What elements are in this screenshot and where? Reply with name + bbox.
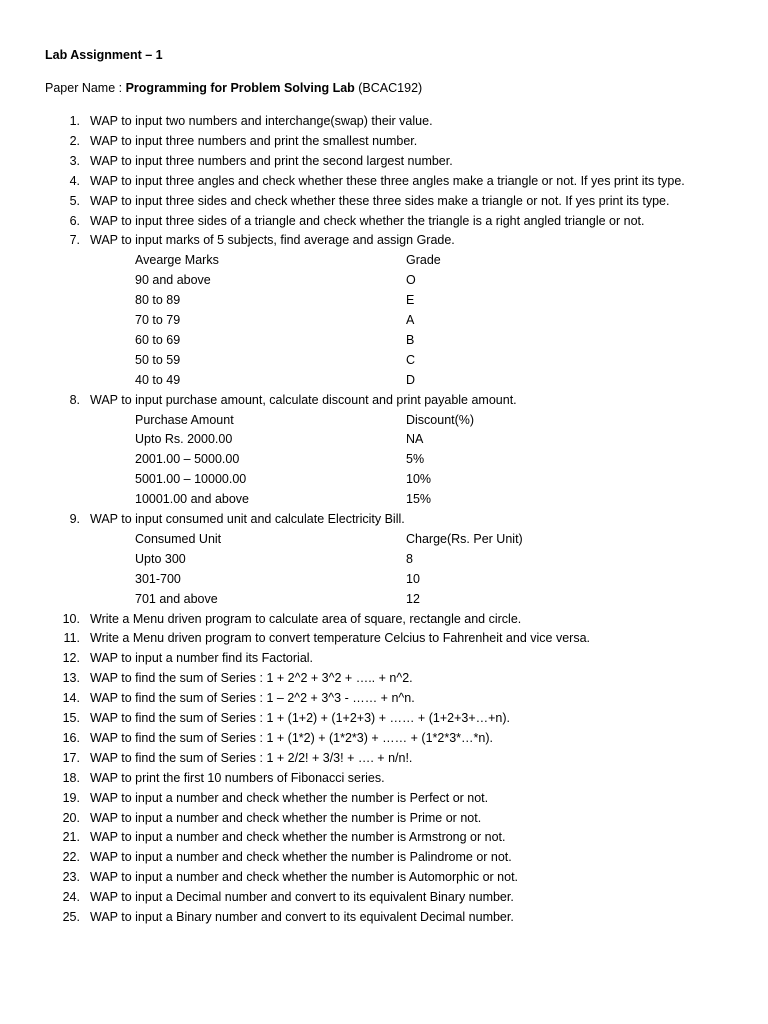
list-item-number: 8.	[69, 392, 80, 407]
table-cell: 90 and above	[135, 273, 211, 288]
list-item-text: WAP to input a Decimal number and convert to its equivalent Binary number.	[90, 890, 514, 905]
list-item-text: WAP to find the sum of Series : 1 + 2/2! + 3/3! + …. + n/n!.	[90, 750, 413, 765]
list-item-number: 14.	[62, 691, 80, 706]
list-item-number: 7.	[69, 233, 80, 248]
paper-name: Programming for Problem Solving Lab	[125, 81, 355, 95]
list-item-text: WAP to print the first 10 numbers of Fibonacci series.	[90, 770, 385, 785]
paper-name-line	[45, 81, 422, 95]
list-item-text: WAP to input three sides and check whether these three sides make a triangle or not. If yes print its type.	[90, 193, 670, 208]
list-item-text: Write a Menu driven program to calculate area of square, rectangle and circle.	[90, 611, 522, 626]
list-item-text: WAP to input a number and check whether the number is Perfect or not.	[90, 790, 489, 805]
table-cell: 10001.00 and above	[135, 492, 249, 507]
list-item-text: WAP to input a number and check whether the number is Automorphic or not.	[90, 870, 519, 885]
table-cell: 10%	[406, 472, 432, 487]
list-item-number: 3.	[69, 153, 80, 168]
table-cell: 15%	[406, 492, 432, 507]
list-item-text: WAP to find the sum of Series : 1 – 2^2 + 3^3 - …… + n^n.	[90, 691, 415, 706]
list-item-text: WAP to input three numbers and print the smallest number.	[90, 133, 418, 148]
table-header-cell: Avearge Marks	[135, 253, 219, 268]
table-header-cell: Purchase Amount	[135, 412, 234, 427]
list-item-number: 23.	[62, 870, 80, 885]
list-item-number: 19.	[62, 790, 80, 805]
table-cell: 2001.00 – 5000.00	[135, 452, 240, 467]
list-item-text: WAP to input a number and check whether the number is Prime or not.	[90, 810, 482, 825]
list-item-text: WAP to input purchase amount, calculate discount and print payable amount.	[90, 392, 517, 407]
paper-label: Paper Name :	[45, 81, 126, 95]
list-item-number: 18.	[62, 770, 80, 785]
list-item-number: 9.	[69, 512, 80, 526]
list-item-number: 17.	[62, 750, 80, 765]
table-cell: 8	[406, 551, 413, 566]
table-cell: O	[406, 273, 416, 288]
table-cell: 10	[406, 571, 420, 586]
list-item-number: 2.	[69, 133, 80, 148]
list-item-text: WAP to input a number find its Factorial.	[90, 651, 314, 666]
list-item-number: 21.	[62, 830, 80, 845]
list-item-number: 20.	[62, 810, 80, 825]
list-item-number: 11.	[63, 631, 80, 646]
list-item-text: WAP to input three sides of a triangle and check whether the triangle is a right angled triangle or not.	[90, 213, 645, 228]
list-item-number: 13.	[62, 671, 80, 686]
list-item-text: WAP to input two numbers and interchange(swap) their value.	[90, 114, 433, 128]
table-cell: 301-700	[135, 571, 181, 586]
list-item-text: WAP to find the sum of Series : 1 + (1*2) + (1*2*3) + …… + (1*2*3*…*n).	[90, 730, 493, 745]
list-item-text: WAP to find the sum of Series : 1 + 2^2 + 3^2 + ….. + n^2.	[90, 671, 413, 686]
table-cell: A	[406, 313, 415, 327]
list-item-number: 24.	[62, 890, 80, 905]
list-item-text: WAP to input a Binary number and convert to its equivalent Decimal number.	[90, 910, 514, 924]
table-cell: Upto Rs. 2000.00	[135, 432, 233, 447]
list-item-number: 1.	[69, 114, 80, 128]
list-item-number: 16.	[62, 730, 80, 745]
list-item-number: 25.	[62, 910, 80, 924]
table-header-cell: Grade	[406, 253, 441, 268]
table-cell: 70 to 79	[135, 313, 181, 327]
list-item-number: 10.	[62, 611, 80, 626]
table-cell: C	[406, 352, 416, 367]
list-item-text: Write a Menu driven program to convert temperature Celcius to Fahrenheit and vice versa.	[90, 631, 590, 646]
table-cell: 40 to 49	[135, 372, 181, 387]
paper-code: (BCAC192)	[354, 81, 423, 95]
table-cell: 12	[406, 591, 420, 606]
list-item-text: WAP to input three angles and check whether these three angles make a triangle or not. If yes print its type.	[90, 173, 685, 188]
list-item-number: 4.	[69, 173, 80, 188]
table-cell: 80 to 89	[135, 293, 181, 308]
list-item-number: 15.	[62, 711, 80, 725]
assignment-title: Lab Assignment – 1	[45, 48, 163, 62]
table-cell: 5%	[406, 452, 425, 467]
list-item-text: WAP to input marks of 5 subjects, find average and assign Grade.	[90, 233, 455, 248]
table-cell: 60 to 69	[135, 332, 181, 347]
table-header-cell: Charge(Rs. Per Unit)	[406, 531, 523, 546]
table-cell: 701 and above	[135, 591, 218, 606]
table-cell: E	[406, 293, 415, 308]
table-cell: Upto 300	[135, 551, 186, 566]
table-header-cell: Discount(%)	[406, 412, 475, 427]
list-item-number: 5.	[69, 193, 80, 208]
list-item-number: 22.	[62, 850, 80, 865]
table-cell: 50 to 59	[135, 352, 181, 367]
list-item-text: WAP to input a number and check whether the number is Palindrome or not.	[90, 850, 512, 865]
table-cell: NA	[406, 432, 424, 447]
list-item-number: 6.	[69, 213, 80, 228]
list-item-text: WAP to find the sum of Series : 1 + (1+2) + (1+2+3) + …… + (1+2+3+…+n).	[90, 711, 511, 725]
table-header-cell: Consumed Unit	[135, 531, 222, 546]
list-item-text: WAP to input consumed unit and calculate Electricity Bill.	[90, 512, 405, 526]
table-cell: 5001.00 – 10000.00	[135, 472, 247, 487]
list-item-text: WAP to input three numbers and print the second largest number.	[90, 153, 453, 168]
list-item-text: WAP to input a number and check whether the number is Armstrong or not.	[90, 830, 506, 845]
table-cell: D	[406, 372, 416, 387]
list-item-number: 12.	[62, 651, 80, 666]
table-cell: B	[406, 332, 415, 347]
